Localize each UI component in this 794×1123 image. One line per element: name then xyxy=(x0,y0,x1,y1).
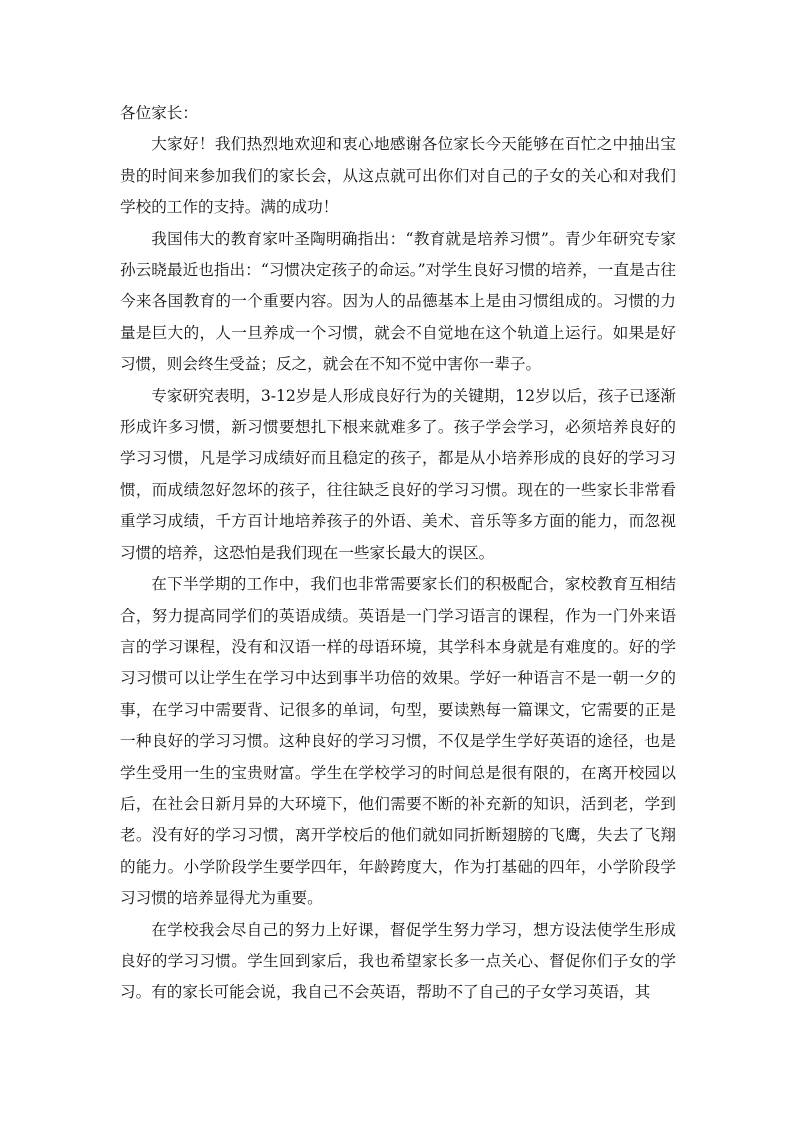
paragraph-welcome: 大家好！我们热烈地欢迎和衷心地感谢各位家长今天能够在百忙之中抽出宝贵的时间来参加我们的家长会，从这点就可出你们对自己的子女的关心和对我们学校的工作的支持。满的成功！ xyxy=(120,135,676,217)
document-page xyxy=(120,98,676,1009)
paragraph-english-learning: 在下半学期的工作中，我们也非常需要家长们的积极配合，家校教育互相结合，努力提高同学们的英语成绩。英语是一门学习语言的课程，作为一门外来语言的学习课程，没有和汉语一样的母语环境，其学科本身就是有难度的。好的学习习惯可以让学生在学习中达到事半功倍的效果。学好一种语言不是一朝一夕的事，在学习中需要背、记很多的单词，句型，要读熟每一篇课文，它需要的正是一种良好的学习习惯。这种良好的学习习惯，不仅是学生学好英语的途径，也是学生受用一生的宝贵财富。学生在学校学习的时间总是很有限的，在离开校园以后，在社会日新月异的大环境下，他们需要不断的补充新的知识，活到老，学到老。没有好的学习习惯，离开学校后的他们就如同折断翅膀的飞鹰，失去了飞翔的能力。小学阶段学生要学四年，年龄跨度大，作为打基础的四年，小学阶段学习习惯的培养显得尤为重要。 xyxy=(120,575,676,908)
paragraph-habit-importance: 我国伟大的教育家叶圣陶明确指出：“教育就是培养习惯”。青少年研究专家孙云晓最近也指出：“习惯决定孩子的命运。”对学生良好习惯的培养，一直是古往今来各国教育的一个重要内容。因为人的品德基本上是由习惯组成的。习惯的力量是巨大的，人一旦养成一个习惯，就会不自觉地在这个轨道上运行。如果是好习惯，则会终生受益；反之，就会在不知不觉中害你一辈子。 xyxy=(120,229,676,374)
paragraph-teacher-commitment: 在学校我会尽自己的努力上好课，督促学生努力学习，想方设法使学生形成良好的学习习惯。学生回到家后，我也希望家长多一点关心、督促你们子女的学习。有的家长可能会说，我自己不会英语，帮助不了自己的子女学习英语，其 xyxy=(120,920,676,1002)
paragraph-expert-research: 专家研究表明，3-12岁是人形成良好行为的关键期，12岁以后，孩子已逐渐形成许多习惯，新习惯要想扎下根来就难多了。孩子学会学习，必须培养良好的学习习惯，凡是学习成绩好而且稳定的孩子，都是从小培养形成的良好的学习习惯，而成绩忽好忽坏的孩子，往往缺乏良好的学习习惯。现在的一些家长非常看重学习成绩，千方百计地培养孩子的外语、美术、音乐等多方面的能力，而忽视习惯的培养，这恐怕是我们现在一些家长最大的误区。 xyxy=(120,386,676,562)
salutation: 各位家长： xyxy=(120,104,198,122)
